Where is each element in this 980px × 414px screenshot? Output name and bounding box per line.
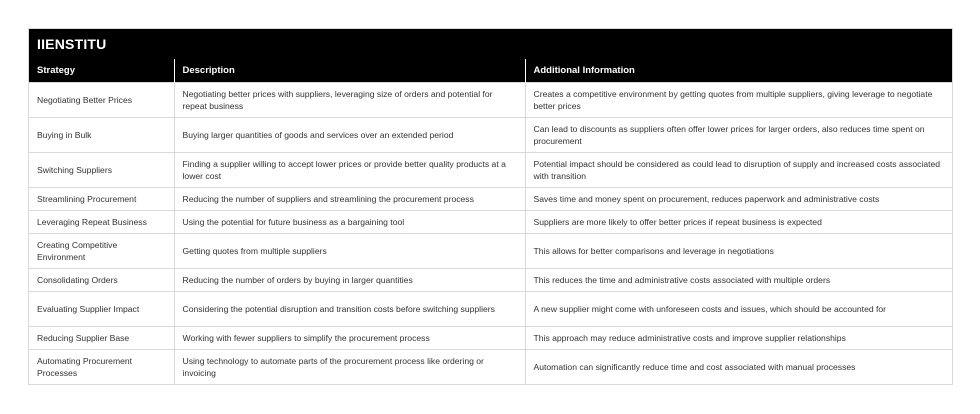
table-row: [29, 292, 952, 327]
cell-description: Finding a supplier willing to accept lower prices or provide better quality products at a lower cost: [174, 153, 525, 188]
table-row: [29, 350, 952, 385]
column-header-strategy: Strategy: [29, 59, 174, 83]
strategy-table: [29, 59, 952, 384]
cell-description: Considering the potential disruption and transition costs before switching suppliers: [174, 292, 525, 327]
cell-additional-information: This reduces the time and administrative costs associated with multiple orders: [525, 269, 952, 292]
cell-strategy: Evaluating Supplier Impact: [29, 292, 174, 327]
table-row: [29, 269, 952, 292]
cell-additional-information: This allows for better comparisons and leverage in negotiations: [525, 234, 952, 269]
cell-additional-information: This approach may reduce administrative costs and improve supplier relationships: [525, 327, 952, 350]
table-row: [29, 188, 952, 211]
table-row: [29, 234, 952, 269]
strategy-table-container: [28, 28, 953, 385]
cell-additional-information: Saves time and money spent on procurement, reduces paperwork and administrative costs: [525, 188, 952, 211]
cell-strategy: Consolidating Orders: [29, 269, 174, 292]
cell-additional-information: Creates a competitive environment by getting quotes from multiple suppliers, giving leverage to negotiate better prices: [525, 83, 952, 118]
cell-strategy: Buying in Bulk: [29, 118, 174, 153]
cell-strategy: Reducing Supplier Base: [29, 327, 174, 350]
table-row: [29, 118, 952, 153]
cell-additional-information: A new supplier might come with unforeseen costs and issues, which should be accounted for: [525, 292, 952, 327]
cell-description: Reducing the number of suppliers and streamlining the procurement process: [174, 188, 525, 211]
cell-strategy: Leveraging Repeat Business: [29, 211, 174, 234]
cell-additional-information: Can lead to discounts as suppliers often offer lower prices for larger orders, also reduces time spent on procurement: [525, 118, 952, 153]
cell-additional-information: Potential impact should be considered as could lead to disruption of supply and increased costs associated with transition: [525, 153, 952, 188]
table-row: [29, 83, 952, 118]
table-row: [29, 327, 952, 350]
cell-strategy: Negotiating Better Prices: [29, 83, 174, 118]
table-row: [29, 211, 952, 234]
cell-additional-information: Suppliers are more likely to offer better prices if repeat business is expected: [525, 211, 952, 234]
cell-additional-information: Automation can significantly reduce time and cost associated with manual processes: [525, 350, 952, 385]
cell-description: Getting quotes from multiple suppliers: [174, 234, 525, 269]
cell-strategy: Switching Suppliers: [29, 153, 174, 188]
cell-description: Reducing the number of orders by buying in larger quantities: [174, 269, 525, 292]
brand-title: IIENSTITU: [29, 29, 952, 59]
cell-description: Working with fewer suppliers to simplify the procurement process: [174, 327, 525, 350]
cell-strategy: Streamlining Procurement: [29, 188, 174, 211]
column-header-additional-information: Additional Information: [525, 59, 952, 83]
table-row: [29, 153, 952, 188]
table-header-row: [29, 59, 952, 83]
cell-description: Using technology to automate parts of the procurement process like ordering or invoicing: [174, 350, 525, 385]
column-header-description: Description: [174, 59, 525, 83]
cell-strategy: Creating Competitive Environment: [29, 234, 174, 269]
cell-description: Buying larger quantities of goods and services over an extended period: [174, 118, 525, 153]
cell-description: Negotiating better prices with suppliers, leveraging size of orders and potential for repeat business: [174, 83, 525, 118]
cell-strategy: Automating Procurement Processes: [29, 350, 174, 385]
cell-description: Using the potential for future business as a bargaining tool: [174, 211, 525, 234]
